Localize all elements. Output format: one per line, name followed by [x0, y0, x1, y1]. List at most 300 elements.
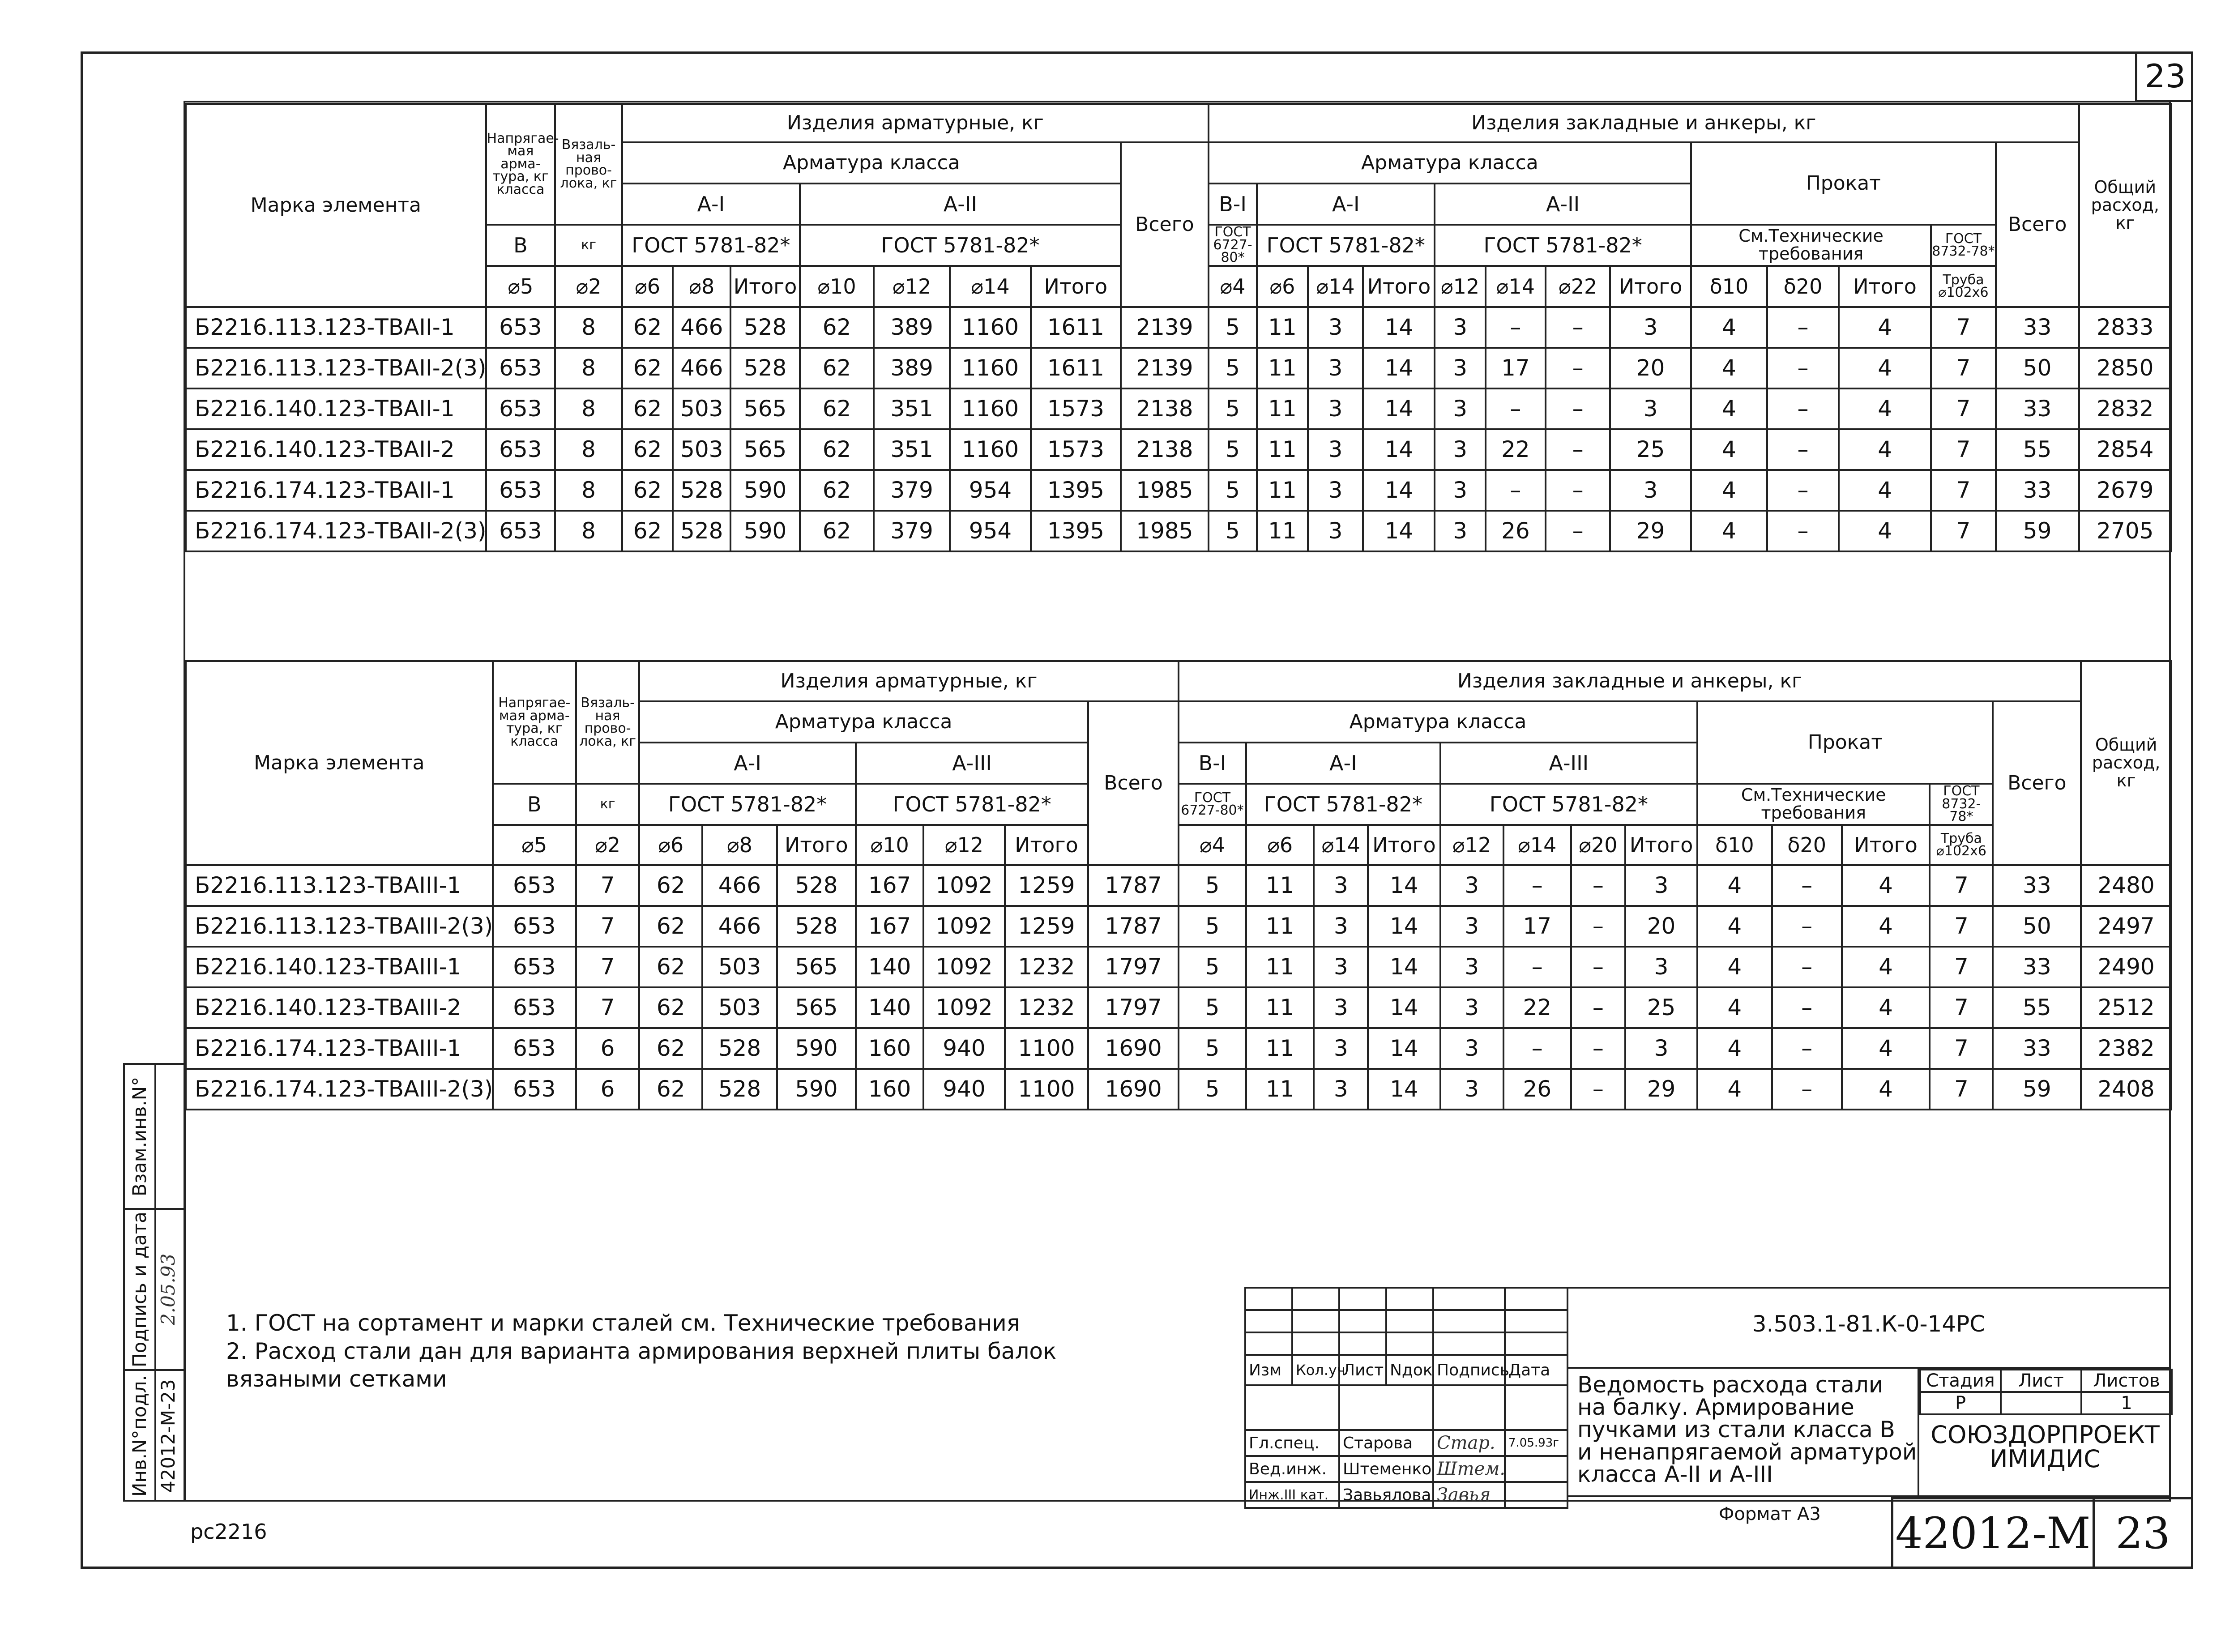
table-row — [186, 470, 2171, 511]
value-cell: 1985 — [1121, 511, 1209, 551]
class-a3e-label: А-III — [1440, 743, 1698, 784]
value-cell: 29 — [1610, 511, 1691, 551]
value-cell: 1092 — [923, 987, 1004, 1028]
gost-a1e-label: ГОСТ 5781-82* — [1246, 784, 1440, 825]
dia-cell: ⌀6 — [1257, 266, 1307, 307]
big-code: 42012-М — [1895, 1508, 2091, 1558]
value-cell: 62 — [800, 429, 874, 470]
value-cell: 4 — [1691, 429, 1767, 470]
value-cell: 2490 — [2081, 947, 2171, 987]
stamp-h-data: Дата — [1505, 1355, 1567, 1385]
value-cell: 4 — [1842, 947, 1930, 987]
value-cell: 3 — [1435, 429, 1485, 470]
sheet-label: Лист — [2001, 1370, 2081, 1392]
rolled-header: Прокат — [1691, 142, 1996, 225]
steel-table-a2 — [185, 103, 2172, 552]
dia-cell: ⌀12 — [1435, 266, 1485, 307]
value-cell: 11 — [1246, 1069, 1314, 1110]
stamp-date: 7.05.93г — [1505, 1430, 1567, 1456]
value-cell: 565 — [730, 388, 800, 429]
value-cell: 3 — [1314, 947, 1368, 987]
stamp-role: Вед.инж. — [1245, 1456, 1339, 1482]
value-cell: 4 — [1842, 1028, 1930, 1069]
value-cell: 7 — [1931, 348, 1995, 388]
value-cell: 7 — [1931, 429, 1995, 470]
class-a1-label: А-I — [639, 743, 856, 784]
value-cell: – — [1772, 947, 1842, 987]
value-cell: 62 — [622, 348, 673, 388]
value-cell: 1690 — [1088, 1028, 1179, 1069]
value-cell: 25 — [1625, 987, 1697, 1028]
note-line: вязаными сетками — [226, 1366, 447, 1392]
table-row — [186, 348, 2171, 388]
value-cell: 2139 — [1121, 307, 1209, 348]
value-cell: 1259 — [1005, 906, 1089, 947]
value-cell: 11 — [1246, 947, 1314, 987]
value-cell: 17 — [1486, 348, 1546, 388]
value-cell: – — [1571, 947, 1625, 987]
value-cell: – — [1571, 865, 1625, 906]
value-cell: 3 — [1314, 1069, 1368, 1110]
value-cell: 62 — [622, 511, 673, 551]
gost-a1-label: ГОСТ 5781-82* — [622, 225, 800, 266]
value-cell: 62 — [622, 470, 673, 511]
value-cell: 26 — [1486, 511, 1546, 551]
value-cell: 590 — [777, 1069, 856, 1110]
value-cell: 1690 — [1088, 1069, 1179, 1110]
value-cell: 4 — [1839, 429, 1931, 470]
value-cell: 528 — [777, 865, 856, 906]
value-cell: 29 — [1625, 1069, 1697, 1110]
corner-sheet-box — [2135, 53, 2193, 102]
element-mark-cell: Б2216.174.123-ТВАIII-1 — [186, 1028, 493, 1069]
stage-value: Р — [1920, 1392, 2001, 1414]
value-cell: – — [1767, 511, 1839, 551]
stamp-h-koluch: Кол.уч — [1292, 1355, 1339, 1385]
value-cell: 1160 — [950, 429, 1031, 470]
value-cell: 653 — [486, 307, 555, 348]
value-cell: 2854 — [2079, 429, 2171, 470]
value-cell: 3 — [1440, 865, 1503, 906]
value-cell: 11 — [1257, 307, 1307, 348]
value-cell: – — [1571, 906, 1625, 947]
value-cell: 11 — [1257, 388, 1307, 429]
stamp-h-ndok: Nдок — [1386, 1355, 1433, 1385]
value-cell: 11 — [1246, 906, 1314, 947]
value-cell: 528 — [673, 511, 730, 551]
value-cell: 8 — [555, 511, 622, 551]
value-cell: 1985 — [1121, 470, 1209, 511]
element-mark-cell: Б2216.174.123-ТВАII-1 — [186, 470, 486, 511]
value-cell: 565 — [777, 947, 856, 987]
col-prestress-header: Напрягае-мая арма-тура, кг класса — [493, 661, 577, 784]
note-line: 1. ГОСТ на сортамент и марки сталей см. Технические требования — [226, 1310, 1020, 1336]
emb-class-header: Арматура класса — [1209, 142, 1691, 184]
rolled-header: Прокат — [1697, 701, 1993, 784]
value-cell: 33 — [1993, 865, 2081, 906]
class-b1-label: В-I — [1209, 184, 1257, 225]
value-cell: 8 — [555, 307, 622, 348]
value-cell: 3 — [1440, 947, 1503, 987]
doc-code: 3.503.1-81.К-0-14РС — [1752, 1311, 1986, 1337]
value-cell: 1232 — [1005, 987, 1089, 1028]
dia-cell: ⌀4 — [1209, 266, 1257, 307]
value-cell: 1797 — [1088, 987, 1179, 1028]
value-cell: 14 — [1368, 906, 1440, 947]
value-cell: 3 — [1625, 947, 1697, 987]
value-cell: 2408 — [2081, 1069, 2171, 1110]
steel-table-a3 — [185, 660, 2172, 1110]
table-row — [186, 511, 2171, 551]
element-mark-cell: Б2216.113.123-ТВАIII-1 — [186, 865, 493, 906]
grand-total-header: Общий расход, кг — [2079, 104, 2171, 307]
org-line: ИМИДИС — [1990, 1445, 2101, 1473]
value-cell: 14 — [1363, 470, 1435, 511]
value-cell: 22 — [1486, 429, 1546, 470]
value-cell: 4 — [1697, 987, 1772, 1028]
value-cell: 1611 — [1031, 348, 1121, 388]
value-cell: 3 — [1440, 987, 1503, 1028]
class-a1e-label: А-I — [1257, 184, 1435, 225]
arm-items-header: Изделия арматурные, кг — [639, 661, 1179, 701]
col-wire-header: Вязаль-ная прово-лока, кг — [576, 661, 639, 784]
value-cell: 653 — [493, 987, 577, 1028]
arm-total-header: Всего — [1088, 701, 1179, 865]
value-cell: 1100 — [1005, 1028, 1089, 1069]
value-cell: 4 — [1691, 470, 1767, 511]
value-cell: 5 — [1179, 947, 1246, 987]
emb-total-header: Всего — [1996, 142, 2079, 307]
gost-b1-label: ГОСТ 6727-80* — [1209, 225, 1257, 266]
value-cell: 17 — [1503, 906, 1571, 947]
element-mark-cell: Б2216.140.123-ТВАII-2 — [186, 429, 486, 470]
value-cell: – — [1767, 307, 1839, 348]
value-cell: 8 — [555, 348, 622, 388]
value-cell: 653 — [486, 470, 555, 511]
stamp-sign: Завья — [1433, 1482, 1505, 1508]
org-line: СОЮЗДОРПРОЕКТ — [1930, 1421, 2160, 1449]
value-cell: 3 — [1435, 348, 1485, 388]
dia-cell: Итого — [1368, 825, 1440, 865]
arm-class-header: Арматура класса — [622, 142, 1121, 184]
value-cell: 25 — [1610, 429, 1691, 470]
tech-req-label: См.Технические требования — [1697, 784, 1930, 825]
value-cell: 5 — [1209, 429, 1257, 470]
value-cell: 3 — [1610, 470, 1691, 511]
value-cell: 2139 — [1121, 348, 1209, 388]
value-cell: 7 — [576, 987, 639, 1028]
value-cell: 503 — [702, 947, 777, 987]
value-cell: 7 — [1931, 307, 1995, 348]
emb-total-header: Всего — [1993, 701, 2081, 865]
emb-items-header: Изделия закладные и анкеры, кг — [1209, 104, 2079, 142]
value-cell: 3 — [1435, 307, 1485, 348]
dia-cell: Итого — [1610, 266, 1691, 307]
title-block-main — [1567, 1287, 2171, 1497]
side-label-podpis: Подпись и дата — [128, 1212, 150, 1367]
element-mark-cell: Б2216.140.123-ТВАIII-2 — [186, 987, 493, 1028]
value-cell: 653 — [486, 348, 555, 388]
value-cell: 528 — [673, 470, 730, 511]
value-cell: 20 — [1610, 348, 1691, 388]
gost-a1e-label: ГОСТ 5781-82* — [1257, 225, 1435, 266]
value-cell: 590 — [777, 1028, 856, 1069]
value-cell: 140 — [856, 987, 923, 1028]
value-cell: 2497 — [2081, 906, 2171, 947]
sheets-label: Листов — [2081, 1370, 2172, 1392]
value-cell: 3 — [1435, 511, 1485, 551]
value-cell: 2705 — [2079, 511, 2171, 551]
value-cell: 7 — [1931, 511, 1995, 551]
col-prestress-header: Напрягае-мая арма-тура, кг класса — [486, 104, 555, 225]
value-cell: 3 — [1610, 388, 1691, 429]
value-cell: 1160 — [950, 348, 1031, 388]
value-cell: 6 — [576, 1069, 639, 1110]
value-cell: 351 — [874, 388, 950, 429]
value-cell: – — [1772, 865, 1842, 906]
value-cell: 1797 — [1088, 947, 1179, 987]
value-cell: 6 — [576, 1028, 639, 1069]
value-cell: 389 — [874, 307, 950, 348]
dia-cell: ⌀14 — [950, 266, 1031, 307]
value-cell: 4 — [1842, 906, 1930, 947]
value-cell: 3 — [1308, 429, 1363, 470]
dia-cell: Итого — [777, 825, 856, 865]
value-cell: 4 — [1691, 511, 1767, 551]
title-block-changes — [1244, 1287, 1568, 1509]
value-cell: 653 — [493, 1069, 577, 1110]
value-cell: – — [1546, 429, 1610, 470]
value-cell: 14 — [1363, 348, 1435, 388]
value-cell: 4 — [1842, 865, 1930, 906]
sheet-value — [2001, 1392, 2081, 1414]
value-cell: 7 — [1931, 388, 1995, 429]
value-cell: 8 — [555, 470, 622, 511]
note-line: 2. Расход стали дан для варианта армирования верхней плиты балок — [226, 1338, 1057, 1364]
value-cell: 653 — [486, 511, 555, 551]
dia-cell: Итого — [1839, 266, 1931, 307]
dia-cell: ⌀2 — [576, 825, 639, 865]
value-cell: 11 — [1257, 429, 1307, 470]
value-cell: 2850 — [2079, 348, 2171, 388]
bottom-code-box — [1891, 1497, 2193, 1569]
value-cell: 26 — [1503, 1069, 1571, 1110]
value-cell: 7 — [1930, 987, 1993, 1028]
value-cell: 4 — [1839, 348, 1931, 388]
value-cell: – — [1546, 388, 1610, 429]
dia-cell: ⌀14 — [1503, 825, 1571, 865]
value-cell: 5 — [1179, 906, 1246, 947]
value-cell: 14 — [1368, 865, 1440, 906]
value-cell: 4 — [1697, 1028, 1772, 1069]
value-cell: 528 — [730, 307, 800, 348]
value-cell: 528 — [702, 1028, 777, 1069]
value-cell: – — [1772, 1069, 1842, 1110]
value-cell: 62 — [622, 429, 673, 470]
stamp-name: Штеменко — [1339, 1456, 1433, 1482]
value-cell: 653 — [493, 906, 577, 947]
value-cell: 3 — [1440, 1069, 1503, 1110]
table-row — [186, 388, 2171, 429]
stamp-h-izm: Изм — [1245, 1355, 1292, 1385]
value-cell: 4 — [1697, 865, 1772, 906]
gost-pipe-label: ГОСТ 8732-78* — [1930, 784, 1993, 825]
element-mark-cell: Б2216.174.123-ТВАII-2(3) — [186, 511, 486, 551]
element-mark-cell: Б2216.113.123-ТВАII-1 — [186, 307, 486, 348]
value-cell: 62 — [639, 1069, 702, 1110]
value-cell: 3 — [1308, 348, 1363, 388]
value-cell: 379 — [874, 470, 950, 511]
value-cell: 3 — [1314, 1028, 1368, 1069]
table-row — [186, 906, 2171, 947]
value-cell: 2833 — [2079, 307, 2171, 348]
dia-cell: ⌀14 — [1314, 825, 1368, 865]
value-cell: 33 — [1996, 307, 2079, 348]
value-cell: 2679 — [2079, 470, 2171, 511]
stamp-sign: Стар. — [1433, 1430, 1505, 1456]
value-cell: 4 — [1839, 470, 1931, 511]
dia-cell: δ10 — [1691, 266, 1767, 307]
dia-cell: ⌀5 — [486, 266, 555, 307]
value-cell: 3 — [1435, 470, 1485, 511]
value-cell: 503 — [673, 429, 730, 470]
value-cell: 7 — [1930, 1069, 1993, 1110]
value-cell: – — [1546, 307, 1610, 348]
class-a1e-label: А-I — [1246, 743, 1440, 784]
dia-cell: ⌀5 — [493, 825, 577, 865]
value-cell: 4 — [1691, 348, 1767, 388]
value-cell: 62 — [639, 865, 702, 906]
value-cell: – — [1486, 307, 1546, 348]
value-cell: 7 — [1930, 1028, 1993, 1069]
value-cell: 14 — [1368, 947, 1440, 987]
value-cell: 14 — [1363, 511, 1435, 551]
value-cell: 389 — [874, 348, 950, 388]
dia-cell: ⌀10 — [856, 825, 923, 865]
value-cell: 940 — [923, 1028, 1004, 1069]
dia-cell: ⌀12 — [1440, 825, 1503, 865]
value-cell: 3 — [1308, 307, 1363, 348]
gost-a3e-label: ГОСТ 5781-82* — [1440, 784, 1698, 825]
value-cell: 7 — [1931, 470, 1995, 511]
element-mark-cell: Б2216.140.123-ТВАIII-1 — [186, 947, 493, 987]
gost-a2e-label: ГОСТ 5781-82* — [1435, 225, 1691, 266]
value-cell: 3 — [1308, 511, 1363, 551]
stamp-role: Гл.спец. — [1245, 1430, 1339, 1456]
value-cell: 653 — [493, 947, 577, 987]
emb-items-header: Изделия закладные и анкеры, кг — [1179, 661, 2081, 701]
value-cell: 954 — [950, 511, 1031, 551]
value-cell: 1092 — [923, 947, 1004, 987]
value-cell: 33 — [1996, 470, 2079, 511]
value-cell: 4 — [1697, 906, 1772, 947]
value-cell: 3 — [1440, 906, 1503, 947]
value-cell: – — [1546, 511, 1610, 551]
class-a3-label: А-III — [856, 743, 1088, 784]
dia-cell: Итого — [1005, 825, 1089, 865]
arm-items-header: Изделия арматурные, кг — [622, 104, 1209, 142]
table-row — [186, 307, 2171, 348]
dia-cell: δ20 — [1767, 266, 1839, 307]
table2-body — [186, 865, 2171, 1110]
value-cell: 3 — [1610, 307, 1691, 348]
value-cell: 1787 — [1088, 865, 1179, 906]
value-cell: 2512 — [2081, 987, 2171, 1028]
stage-table — [1919, 1369, 2173, 1415]
class-a1-label: А-I — [622, 184, 800, 225]
arm-class-header: Арматура класса — [639, 701, 1088, 743]
value-cell: 7 — [1930, 947, 1993, 987]
notes-block — [226, 1309, 1211, 1393]
gost-a1-label: ГОСТ 5781-82* — [639, 784, 856, 825]
class-b-label: В — [486, 225, 555, 266]
value-cell: – — [1767, 429, 1839, 470]
title-line: Ведомость расхода стали — [1577, 1372, 1884, 1398]
value-cell: 5 — [1209, 511, 1257, 551]
value-cell: 940 — [923, 1069, 1004, 1110]
value-cell: – — [1767, 388, 1839, 429]
value-cell: 33 — [1993, 947, 2081, 987]
side-label-inv: Инв.N°подл. — [128, 1375, 150, 1497]
value-cell: 4 — [1842, 1069, 1930, 1110]
value-cell: 379 — [874, 511, 950, 551]
value-cell: 4 — [1697, 1069, 1772, 1110]
value-cell: 55 — [1996, 429, 2079, 470]
value-cell: 59 — [1993, 1069, 2081, 1110]
value-cell: – — [1503, 947, 1571, 987]
dia-cell: ⌀12 — [874, 266, 950, 307]
value-cell: 3 — [1308, 470, 1363, 511]
value-cell: 3 — [1314, 865, 1368, 906]
arm-total-header: Всего — [1121, 142, 1209, 307]
value-cell: 50 — [1996, 348, 2079, 388]
value-cell: – — [1486, 388, 1546, 429]
dia-cell: ⌀14 — [1308, 266, 1363, 307]
value-cell: 528 — [730, 348, 800, 388]
value-cell: 160 — [856, 1028, 923, 1069]
value-cell: 4 — [1839, 388, 1931, 429]
value-cell: 1573 — [1031, 429, 1121, 470]
value-cell: 7 — [576, 865, 639, 906]
col-mark-header: Марка элемента — [186, 661, 493, 865]
title-line: и ненапрягаемой арматурой — [1577, 1439, 1917, 1465]
value-cell: 4 — [1691, 307, 1767, 348]
value-cell: 14 — [1363, 388, 1435, 429]
stamp-date — [1505, 1482, 1567, 1508]
value-cell: 7 — [1930, 906, 1993, 947]
table-row — [186, 987, 2171, 1028]
dia-cell: ⌀6 — [622, 266, 673, 307]
value-cell: 653 — [486, 388, 555, 429]
value-cell: 11 — [1246, 987, 1314, 1028]
value-cell: 3 — [1308, 388, 1363, 429]
stage-label: Стадия — [1920, 1370, 2001, 1392]
wire-unit-label: кг — [555, 225, 622, 266]
dia-cell: Итого — [1625, 825, 1697, 865]
table-row — [186, 1028, 2171, 1069]
value-cell: – — [1772, 906, 1842, 947]
table-row — [186, 1069, 2171, 1110]
dia-cell: ⌀22 — [1546, 266, 1610, 307]
value-cell: 528 — [702, 1069, 777, 1110]
value-cell: 503 — [673, 388, 730, 429]
value-cell: 62 — [800, 388, 874, 429]
value-cell: 62 — [800, 470, 874, 511]
value-cell: 503 — [702, 987, 777, 1028]
value-cell: 1259 — [1005, 865, 1089, 906]
value-cell: 4 — [1839, 307, 1931, 348]
value-cell: 62 — [639, 987, 702, 1028]
